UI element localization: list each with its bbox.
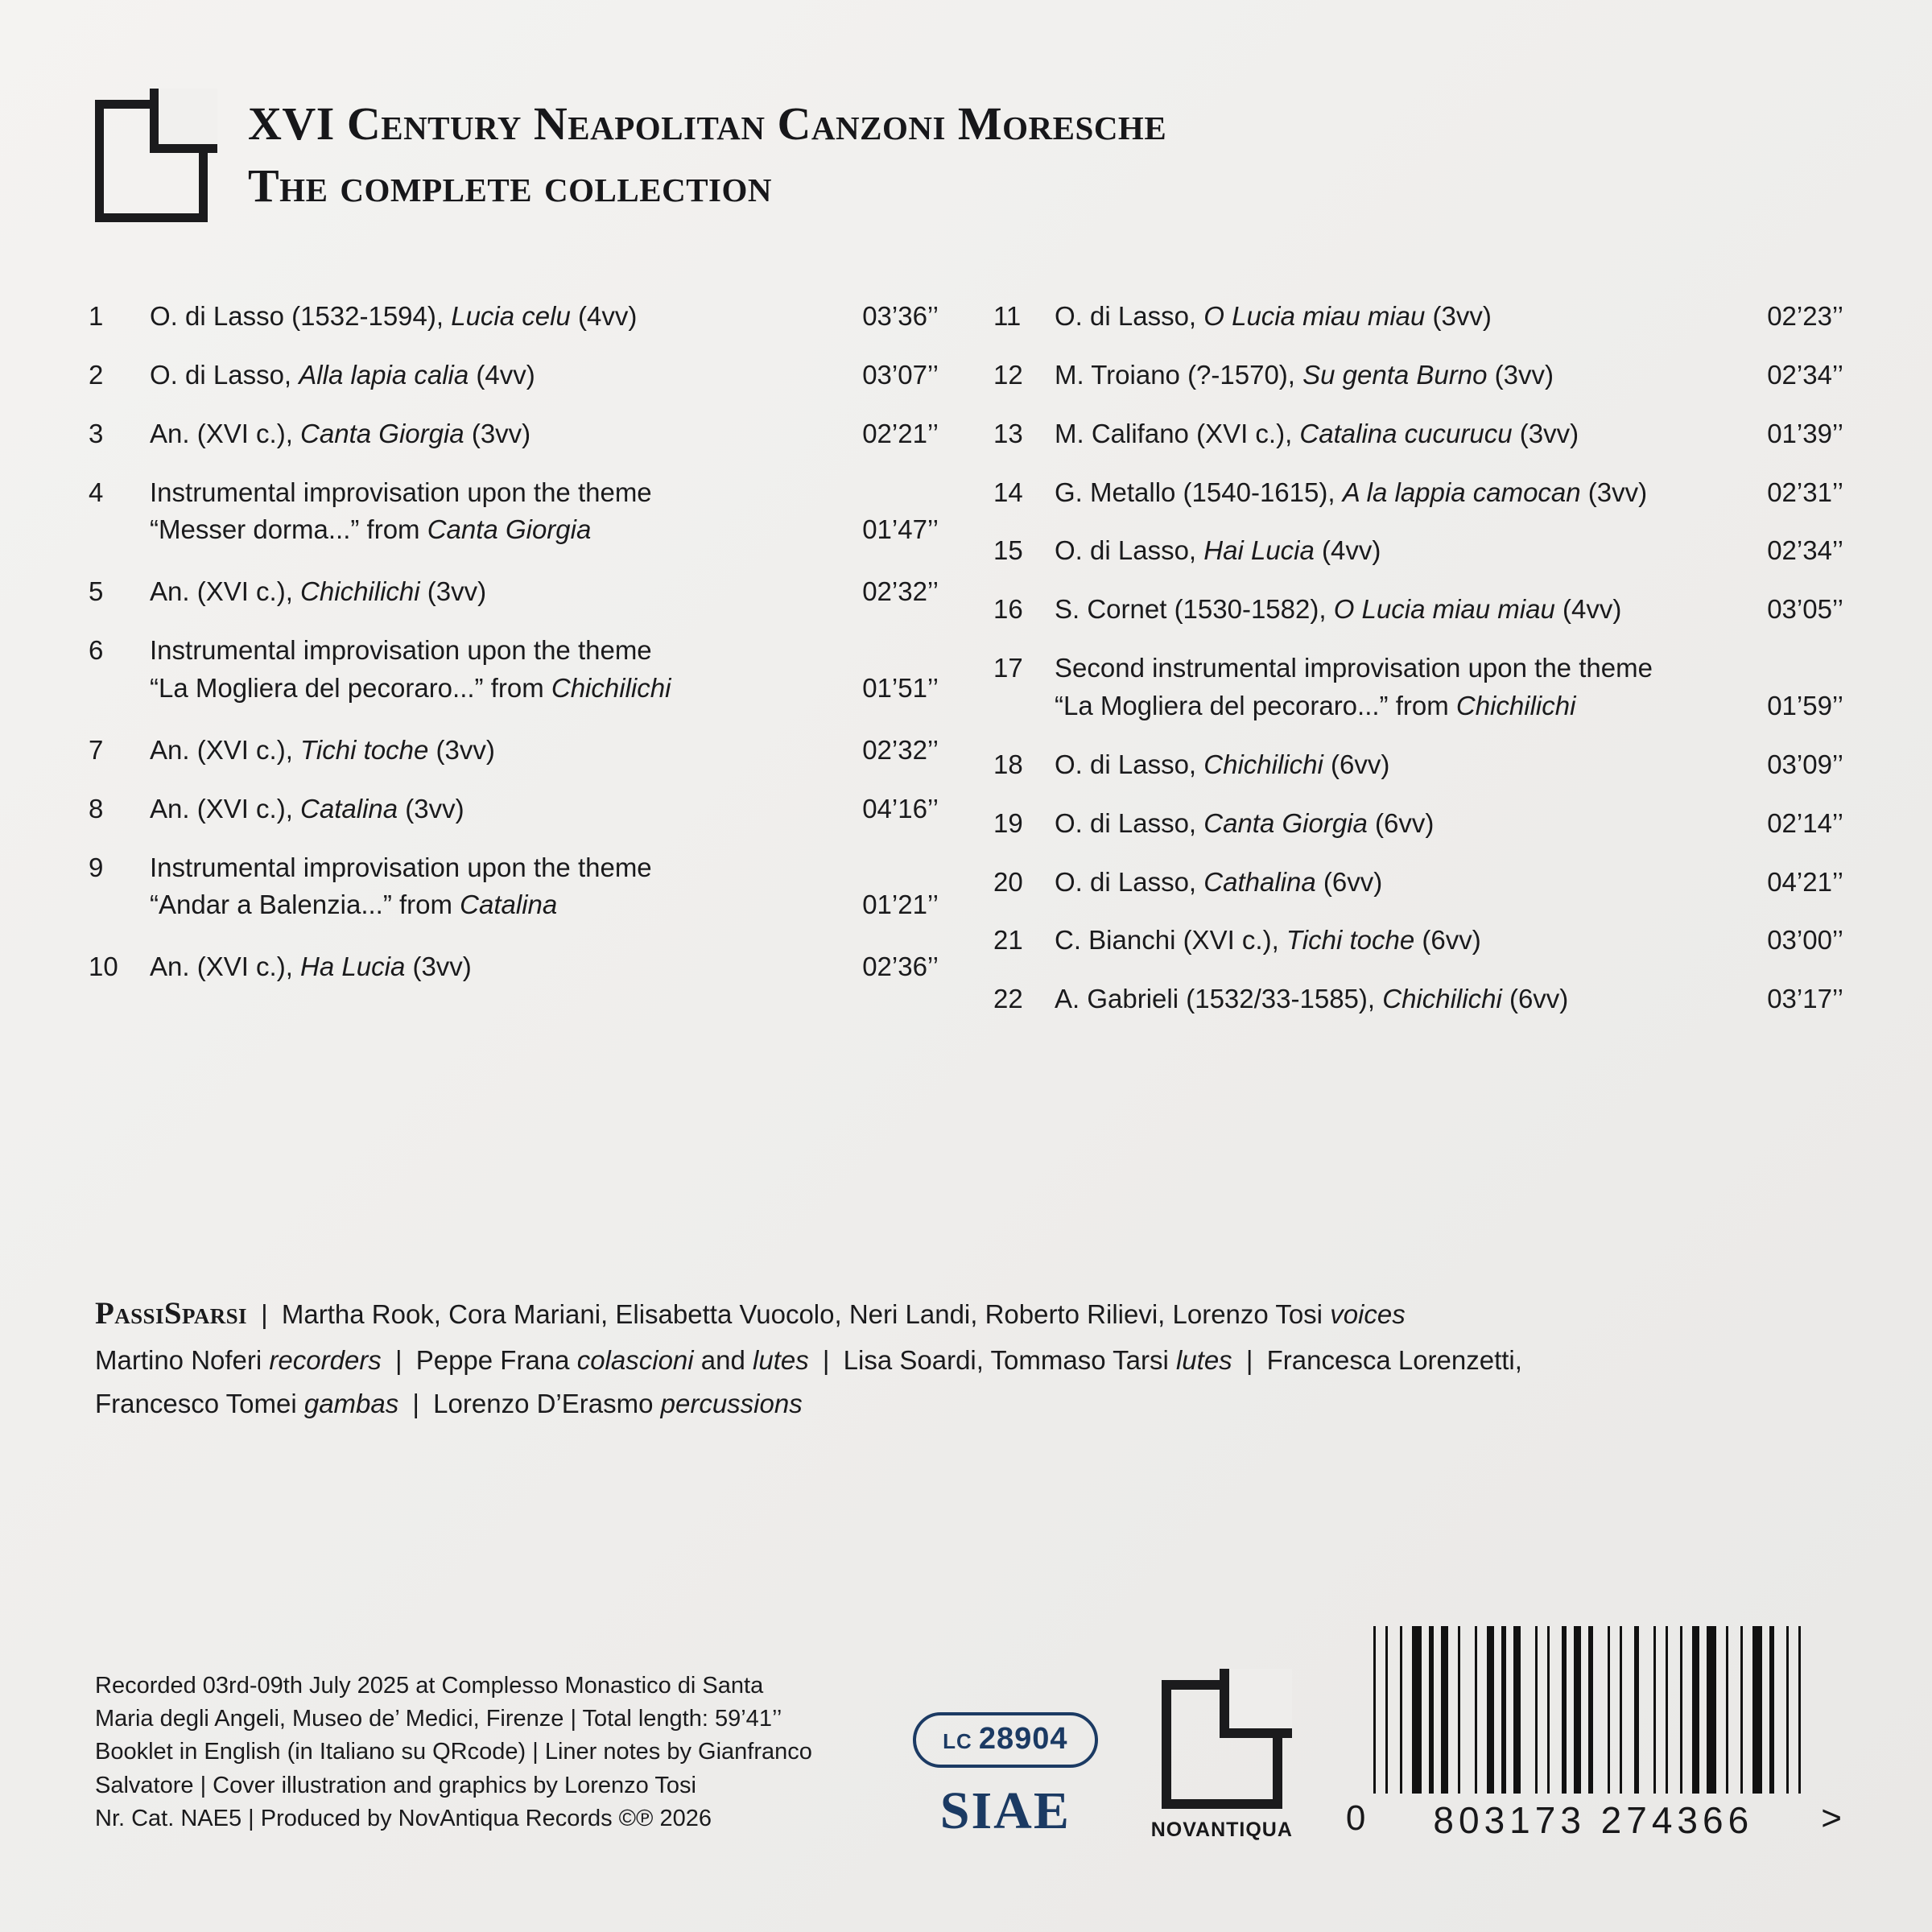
- player-name-tomei: Francesco Tomei: [95, 1388, 297, 1418]
- track-number: 1: [89, 301, 104, 331]
- track-duration: 02’21’’: [862, 418, 939, 448]
- track-row: [89, 632, 939, 708]
- track-composer: An. (XVI c.),: [150, 418, 301, 448]
- track-title: [1055, 298, 1724, 336]
- track-title: [150, 474, 819, 550]
- barcode-digits: 803173 274366: [1433, 1799, 1754, 1841]
- track-work: Catalina: [300, 793, 398, 824]
- track-row: [89, 415, 939, 453]
- track-title: [1055, 805, 1724, 843]
- track-work: Chichilichi: [551, 673, 671, 704]
- barcode: [1346, 1626, 1842, 1842]
- track-number: 14: [993, 477, 1023, 507]
- track-title: [150, 415, 819, 453]
- track-voices: (3vv): [1512, 418, 1579, 448]
- track-voices: (3vv): [464, 418, 531, 448]
- track-duration: 01’47’’: [862, 514, 939, 545]
- barcode-lead-digit: 0: [1345, 1798, 1366, 1838]
- track-number: 19: [993, 807, 1023, 838]
- track-row: [993, 415, 1843, 453]
- track-composer: An. (XVI c.),: [150, 952, 301, 982]
- track-work: O Lucia miau miau: [1203, 301, 1426, 331]
- track-work: Catalina cucurucu: [1299, 418, 1513, 448]
- track-title: [1055, 532, 1724, 570]
- track-composer: O. di Lasso,: [1055, 301, 1204, 331]
- track-number: 22: [993, 984, 1023, 1014]
- track-title: [150, 298, 819, 336]
- track-number: 10: [89, 952, 118, 982]
- track-number: 16: [993, 594, 1023, 625]
- role-lutes: lutes: [753, 1345, 809, 1376]
- track-composer: O. di Lasso,: [150, 359, 299, 390]
- barcode-bars: [1373, 1626, 1813, 1794]
- track-composer: An. (XVI c.),: [150, 734, 301, 765]
- conjunction-and: and: [700, 1345, 745, 1376]
- track-number: 13: [993, 418, 1023, 448]
- tracklist: [89, 298, 1843, 1039]
- track-title: [1055, 591, 1724, 629]
- track-duration: 03’00’’: [1767, 925, 1843, 956]
- role-percussions: percussions: [660, 1388, 803, 1418]
- track-duration: 04’21’’: [1767, 866, 1843, 897]
- track-duration: 02’23’’: [1767, 301, 1843, 331]
- track-voices: (6vv): [1367, 807, 1435, 838]
- performers-line-3: [95, 1382, 1850, 1425]
- track-row: [993, 298, 1843, 336]
- track-title: [1055, 650, 1724, 725]
- divider: |: [261, 1299, 268, 1329]
- role-recorders: recorders: [269, 1345, 382, 1376]
- track-number: 18: [993, 749, 1023, 779]
- singer-names: Martha Rook, Cora Mariani, Elisabetta Vuocolo, Neri Landi, Roberto Rilievi, Lorenzo Tosi: [281, 1299, 1323, 1329]
- track-duration: 01’51’’: [862, 673, 939, 704]
- track-title: [1055, 922, 1724, 960]
- track-work: Catalina: [460, 890, 558, 920]
- track-work: Chichilichi: [1382, 984, 1502, 1014]
- barcode-trail-mark: >: [1821, 1798, 1842, 1838]
- track-duration: 02’31’’: [1767, 477, 1843, 507]
- header: [95, 90, 1166, 222]
- track-duration: 01’39’’: [1767, 418, 1843, 448]
- track-number: 5: [89, 576, 104, 607]
- track-description: Instrumental improvisation upon the theme: [150, 852, 652, 882]
- track-composer: An. (XVI c.),: [150, 793, 301, 824]
- track-composer: M. Califano (XVI c.),: [1055, 418, 1300, 448]
- track-row: [89, 791, 939, 828]
- track-title: [1055, 864, 1724, 902]
- track-composer: O. di Lasso,: [1055, 807, 1204, 838]
- track-title: [1055, 746, 1724, 784]
- track-title: [150, 732, 819, 770]
- label-code-badge: [913, 1712, 1098, 1768]
- page-subtitle: The complete collection: [248, 159, 773, 213]
- track-work: Lucia celu: [451, 301, 571, 331]
- track-number: 8: [89, 793, 104, 824]
- role-lutes-2: lutes: [1175, 1345, 1232, 1376]
- track-voices: (3vv): [405, 952, 472, 982]
- track-title: [150, 948, 819, 986]
- track-number: 9: [89, 852, 104, 882]
- track-row: [89, 948, 939, 986]
- track-duration: 01’21’’: [862, 890, 939, 920]
- track-row: [993, 746, 1843, 784]
- track-row: [89, 573, 939, 611]
- track-work: O Lucia miau miau: [1333, 594, 1555, 625]
- track-row: [993, 650, 1843, 725]
- track-number: 20: [993, 866, 1023, 897]
- track-voices: (6vv): [1414, 925, 1481, 956]
- player-name-derasmo: Lorenzo D’Erasmo: [433, 1388, 654, 1418]
- track-title: [150, 791, 819, 828]
- track-number: 4: [89, 477, 104, 507]
- track-work: Chichilichi: [1455, 691, 1576, 721]
- credits-line: Recorded 03rd-09th July 2025 at Complesso Monastico di Santa: [95, 1673, 764, 1699]
- track-composer: A. Gabrieli (1532/33-1585),: [1055, 984, 1383, 1014]
- performers-block: [95, 1288, 1850, 1425]
- track-row: [993, 591, 1843, 629]
- track-work: Su genta Burno: [1302, 359, 1488, 390]
- track-duration: 02’32’’: [862, 576, 939, 607]
- novantiqua-logo: [1133, 1680, 1311, 1842]
- track-composer: O. di Lasso (1532-1594),: [150, 301, 452, 331]
- track-row: [993, 922, 1843, 960]
- player-names-lutes: Lisa Soardi, Tommaso Tarsi: [843, 1345, 1169, 1376]
- track-composer: C. Bianchi (XVI c.),: [1055, 925, 1286, 956]
- track-work: Tichi toche: [300, 734, 429, 765]
- lc-number: 28904: [978, 1722, 1068, 1756]
- divider: |: [394, 1345, 402, 1376]
- role-voices: voices: [1330, 1299, 1406, 1329]
- track-voices: (3vv): [1580, 477, 1648, 507]
- track-number: 17: [993, 653, 1023, 683]
- marks-block: [913, 1626, 1842, 1842]
- track-description: Instrumental improvisation upon the theme: [150, 635, 652, 666]
- track-description: Instrumental improvisation upon the theme: [150, 477, 652, 507]
- track-work: Ha Lucia: [300, 952, 406, 982]
- credits-line: Booklet in English (in Italiano su QRcode) | Liner notes by Gianfranco: [95, 1739, 812, 1765]
- track-theme: “Andar a Balenzia...” from: [150, 890, 460, 920]
- track-composer: O. di Lasso,: [1055, 749, 1204, 779]
- track-row: [993, 357, 1843, 394]
- credits-line: Maria degli Angeli, Museo de’ Medici, Firenze | Total length: 59’41’’: [95, 1706, 782, 1732]
- track-row: [993, 532, 1843, 570]
- credits-line: Nr. Cat. NAE5 | Produced by NovAntiqua Records ©℗ 2026: [95, 1805, 712, 1831]
- track-duration: 02’36’’: [862, 952, 939, 982]
- track-description: Second instrumental improvisation upon the theme: [1055, 653, 1653, 683]
- tracklist-column-left: [89, 298, 939, 1039]
- track-number: 3: [89, 418, 104, 448]
- track-voices: (4vv): [469, 359, 535, 390]
- novantiqua-square-icon: [1162, 1680, 1282, 1809]
- track-row: [89, 849, 939, 925]
- track-work: Alla lapia calia: [299, 359, 469, 390]
- track-number: 11: [993, 301, 1022, 331]
- track-work: Cathalina: [1203, 866, 1316, 897]
- track-duration: 03’09’’: [1767, 749, 1843, 779]
- ensemble-name: PassiSparsi: [95, 1296, 247, 1331]
- tracklist-column-right: [993, 298, 1843, 1039]
- divider: |: [822, 1345, 830, 1376]
- track-row: [993, 474, 1843, 512]
- track-composer: S. Cornet (1530-1582),: [1055, 594, 1334, 625]
- track-voices: (3vv): [1425, 301, 1492, 331]
- track-title: [150, 632, 819, 708]
- track-duration: 01’59’’: [1767, 691, 1843, 721]
- track-work: Canta Giorgia: [1203, 807, 1368, 838]
- track-composer: An. (XVI c.),: [150, 576, 301, 607]
- track-work: Tichi toche: [1286, 925, 1415, 956]
- track-composer: O. di Lasso,: [1055, 866, 1204, 897]
- track-work: Hai Lucia: [1203, 535, 1315, 566]
- credits-block: [95, 1670, 980, 1835]
- track-duration: 02’34’’: [1767, 535, 1843, 566]
- track-number: 7: [89, 734, 104, 765]
- track-number: 21: [993, 925, 1023, 956]
- track-voices: (4vv): [1314, 535, 1381, 566]
- track-work: A la lappia camocan: [1342, 477, 1581, 507]
- player-name-lorenzetti: Francesca Lorenzetti,: [1266, 1345, 1522, 1376]
- track-duration: 03’17’’: [1767, 984, 1843, 1014]
- track-row: [89, 732, 939, 770]
- track-duration: 04’16’’: [862, 793, 939, 824]
- track-row: [89, 298, 939, 336]
- role-colascioni: colascioni: [576, 1345, 694, 1376]
- role-gambas: gambas: [303, 1388, 399, 1418]
- title-block: [248, 90, 1166, 213]
- track-composer: M. Troiano (?-1570),: [1055, 359, 1303, 390]
- track-duration: 03’36’’: [862, 301, 939, 331]
- track-number: 6: [89, 635, 104, 666]
- track-theme: “Messer dorma...” from: [150, 514, 427, 545]
- track-voices: (3vv): [398, 793, 464, 824]
- track-number: 12: [993, 359, 1023, 390]
- divider: |: [412, 1388, 419, 1418]
- track-title: [150, 849, 819, 925]
- divider: |: [1245, 1345, 1253, 1376]
- track-number: 2: [89, 359, 104, 390]
- track-theme: “La Mogliera del pecoraro...” from: [1055, 691, 1456, 721]
- player-name-frana: Peppe Frana: [415, 1345, 570, 1376]
- track-voices: (3vv): [1487, 359, 1554, 390]
- novantiqua-square-icon: [95, 100, 208, 222]
- credits-line: Salvatore | Cover illustration and graphics by Lorenzo Tosi: [95, 1772, 696, 1798]
- track-row: [89, 474, 939, 550]
- track-title: [150, 357, 819, 394]
- track-composer: G. Metallo (1540-1615),: [1055, 477, 1343, 507]
- track-work: Chichilichi: [1203, 749, 1323, 779]
- track-voices: (3vv): [428, 734, 495, 765]
- track-work: Chichilichi: [300, 576, 420, 607]
- track-composer: O. di Lasso,: [1055, 535, 1204, 566]
- siae-wordmark: SIAE: [939, 1781, 1071, 1840]
- track-title: [1055, 357, 1724, 394]
- track-voices: (4vv): [570, 301, 638, 331]
- track-voices: (6vv): [1323, 749, 1390, 779]
- track-work: Canta Giorgia: [427, 514, 592, 545]
- track-title: [150, 573, 819, 611]
- track-row: [993, 805, 1843, 843]
- track-voices: (3vv): [419, 576, 487, 607]
- track-number: 15: [993, 535, 1023, 566]
- track-row: [89, 357, 939, 394]
- track-title: [1055, 980, 1724, 1018]
- track-duration: 02’32’’: [862, 734, 939, 765]
- player-name-noferi: Martino Noferi: [95, 1345, 262, 1376]
- performers-line-2: [95, 1339, 1850, 1381]
- novantiqua-wordmark: NOVANTIQUA: [1150, 1818, 1293, 1841]
- siae-mark: [913, 1712, 1098, 1842]
- track-work: Canta Giorgia: [300, 418, 464, 448]
- track-title: [1055, 474, 1724, 512]
- track-duration: 02’14’’: [1767, 807, 1843, 838]
- track-voices: (6vv): [1501, 984, 1569, 1014]
- lc-prefix: LC: [943, 1729, 972, 1753]
- performers-line-1: [95, 1288, 1850, 1339]
- track-title: [1055, 415, 1724, 453]
- page-title: XVI Century Neapolitan Canzoni Moresche: [248, 97, 1167, 150]
- track-voices: (4vv): [1554, 594, 1622, 625]
- track-row: [993, 864, 1843, 902]
- track-duration: 03’05’’: [1767, 594, 1843, 625]
- track-row: [993, 980, 1843, 1018]
- track-voices: (6vv): [1315, 866, 1383, 897]
- track-duration: 03’07’’: [862, 359, 939, 390]
- track-theme: “La Mogliera del pecoraro...” from: [150, 673, 551, 704]
- track-duration: 02’34’’: [1767, 359, 1843, 390]
